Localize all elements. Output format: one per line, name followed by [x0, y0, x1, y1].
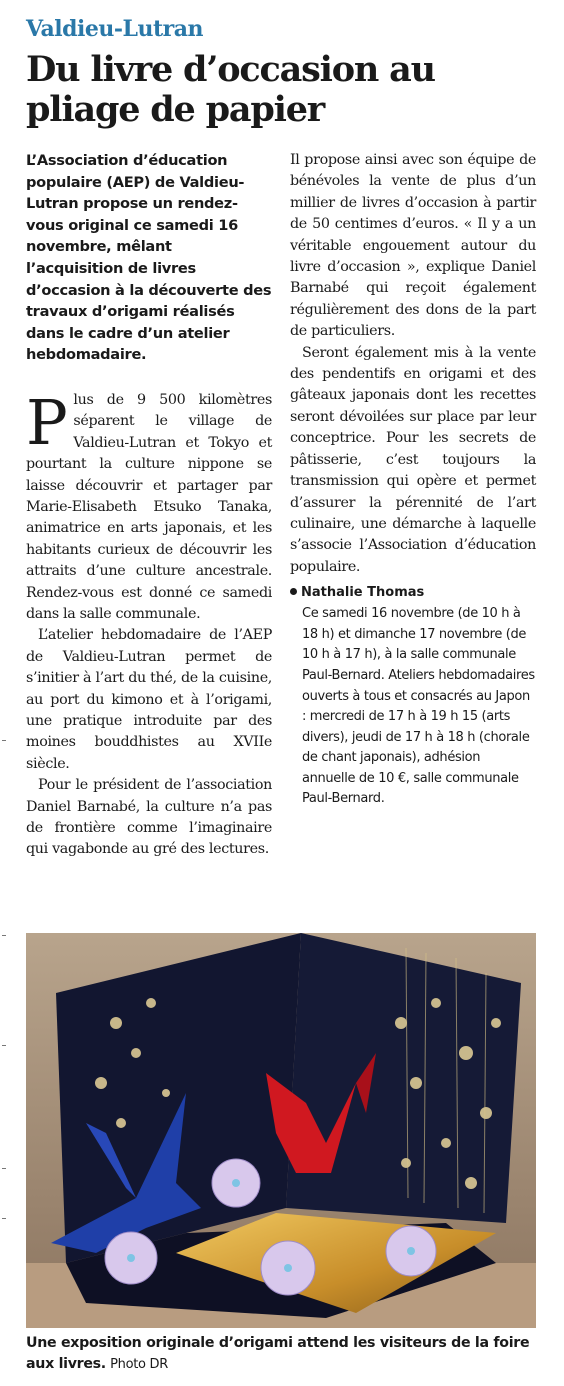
practical-info: Ce samedi 16 novembre (de 10 h à 18 h) et dimanche 17 novembre (de 10 h à 17 h), à la salle communale Paul-Bernard. Ateliers hebdomadaires ouverts à tous et consacrés au Japon : mercredi de 17 h à 19 h 15 (arts divers), jeudi de 17 h à 18 h (chorale de chant japonais), adhésion annuelle de 10 €, salle communale Paul-Bernard. — [302, 606, 535, 807]
photo-credit: Photo DR — [110, 1357, 168, 1372]
right-column — [290, 150, 536, 810]
author-signature — [290, 584, 536, 602]
lead-paragraph: L’Association d’éducation populaire (AEP) de Valdieu-Lutran propose un rendez-vous original ce samedi 16 novembre, mêlant l’acquisition de livres d’occasion à la découverte des travaux d’origami réalisés dans le cadre d’un atelier hebdomadaire. — [26, 152, 272, 364]
paragraph-1 — [26, 385, 272, 625]
margin-mark — [2, 1045, 6, 1046]
drop-cap: P — [26, 385, 68, 459]
paragraph-4: Il propose ainsi avec son équipe de bénévoles la vente de plus d’un millier de livres d’occasion à partir de 50 centimes d’euros. « Il y a un véritable engouement autour du livre d’occasion », explique Daniel Barnabé qui reçoit également régulièrement des dons de la part de particuliers. — [290, 152, 536, 340]
margin-mark — [2, 935, 6, 936]
bullet-icon — [290, 588, 297, 595]
paragraph-5: Seront également mis à la vente des pendentifs en origami et des gâteaux japonais dont les recettes seront dévoilées sur place par leur conceptrice. Pour les secrets de pâtisserie, c’est toujours la transmission qui opère et permet d’assurer la pérennité de l’art culinaire, une démarche à laquelle s’associe l’Association d’éducation populaire. — [290, 344, 536, 575]
margin-mark — [2, 1218, 6, 1219]
article-body-left — [26, 385, 272, 861]
origami-photo — [26, 933, 536, 1328]
headline: Du livre d’occasion au pliage de papier — [26, 49, 435, 130]
photo-caption — [26, 1333, 542, 1375]
author-name: Nathalie Thomas — [301, 585, 425, 601]
paragraph-3: Pour le président de l’association Daniel Barnabé, la culture n’a pas de frontière comme l’imaginaire qui vagabonde au gré des lectures. — [26, 777, 272, 858]
paragraph-1-text: lus de 9 500 kilomètres séparent le village de Valdieu-Lutran et Tokyo et pourtant la culture nippone se laisse découvrir et partager par Marie-Elisabeth Etsuko Tanaka, animatrice en arts japonais, et les habitants curieux de découvrir les attraits d’une culture ancestrale. Rendez-vous est donné ce samedi dans la salle communale. — [26, 391, 272, 622]
caption-text: Une exposition originale d’origami attend les visiteurs de la foire aux livres. — [26, 1335, 530, 1372]
section-rubric: Valdieu-Lutran — [26, 16, 203, 42]
margin-mark — [2, 740, 6, 741]
left-column — [26, 150, 272, 861]
article-body-right — [290, 150, 536, 578]
paragraph-2: L’atelier hebdomadaire de l’AEP de Valdieu-Lutran permet de s’initier à l’art du thé, de la cuisine, au port du kimono et à l’origami, une pratique introduite par des moines bouddhistes au XVIIe siècle. — [26, 627, 272, 772]
margin-mark — [2, 1168, 6, 1169]
